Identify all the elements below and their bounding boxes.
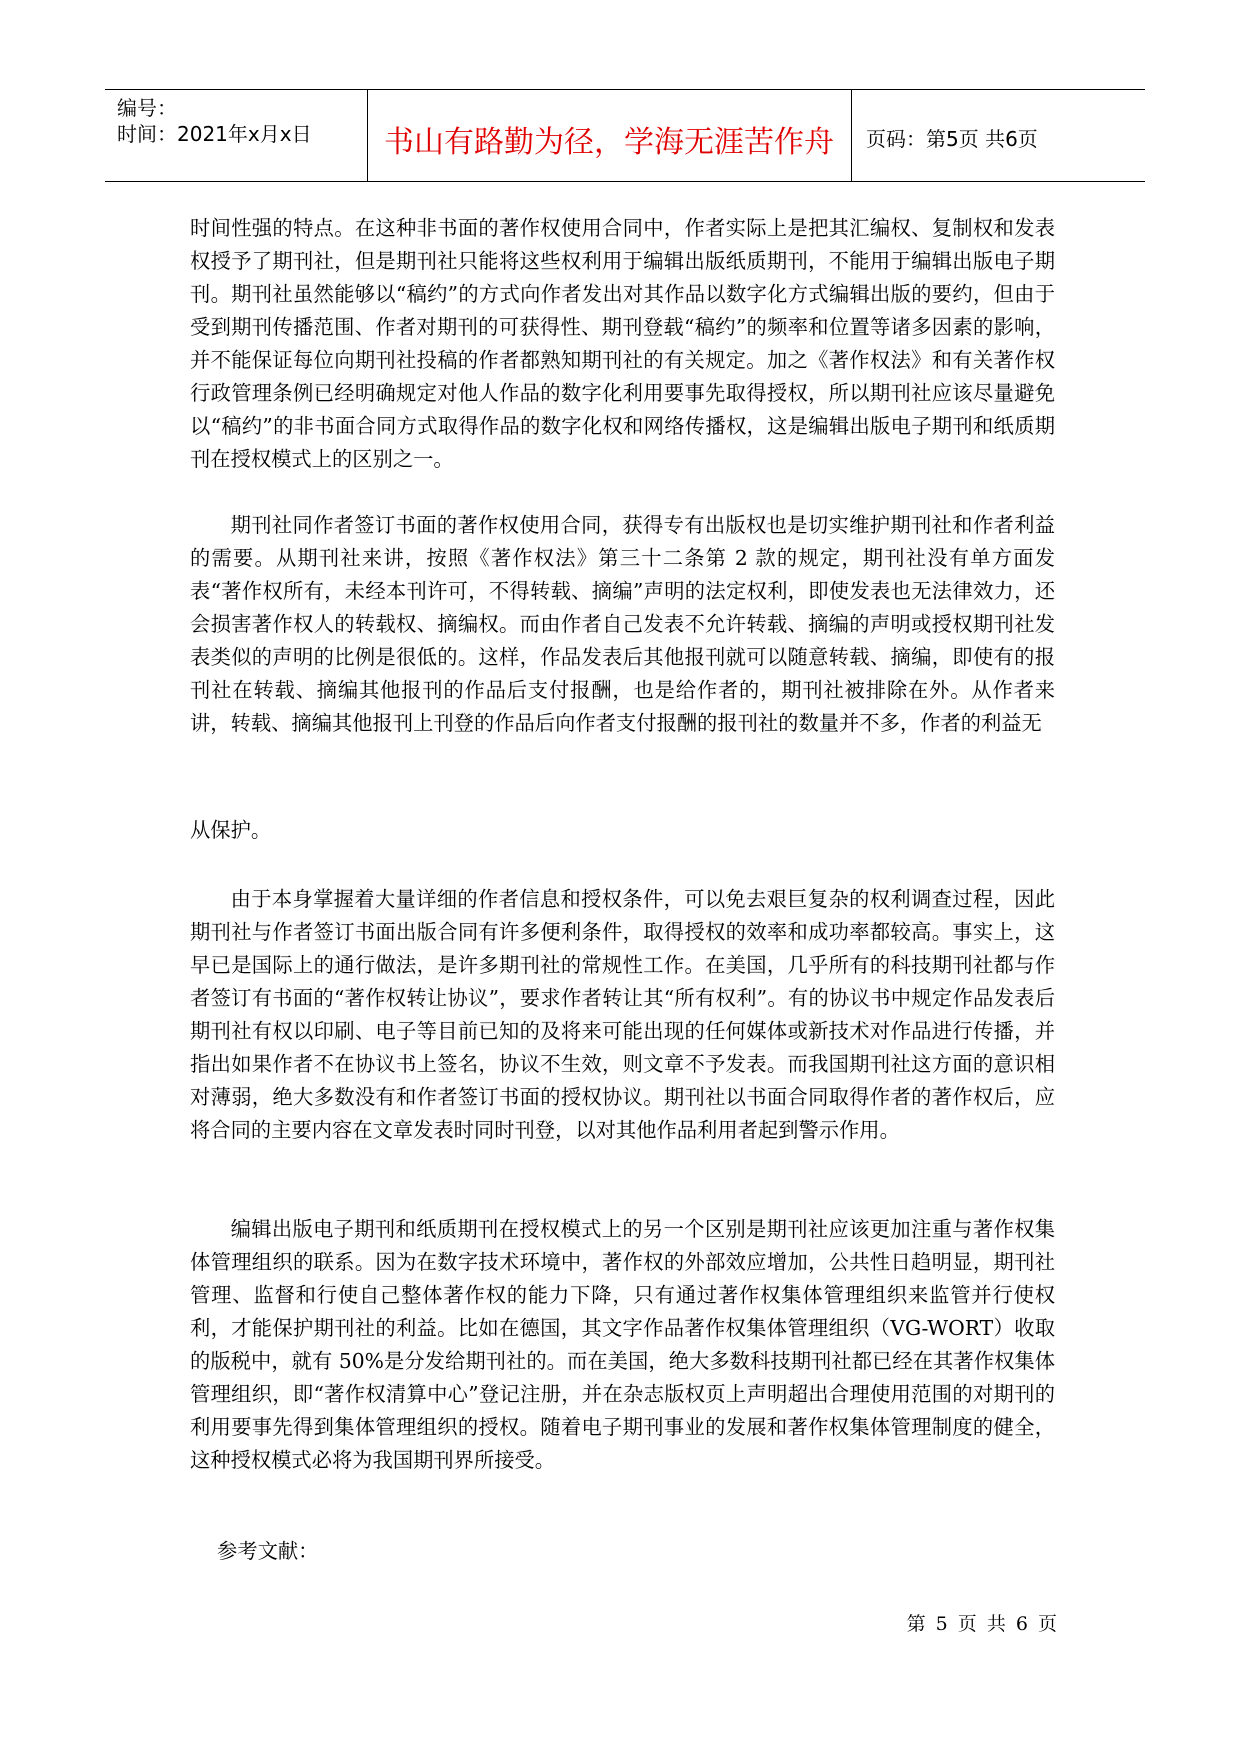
page-header	[105, 89, 1145, 182]
header-page-cell	[851, 90, 1145, 181]
references-heading: 参考文献：	[217, 1539, 319, 1563]
header-motto-cell	[367, 90, 852, 181]
body-paragraph-3: 从保护。	[190, 818, 272, 842]
body-paragraph-4: 由于本身掌握着大量详细的作者信息和授权条件，可以免去艰巨复杂的权利调查过程，因此期刊社与作者签订书面出版合同有许多便利条件，取得授权的效率和成功率都较高。事实上，这早已是国际上的通行做法，是许多期刊社的常规性工作。在美国，几乎所有的科技期刊社都与作者签订有书面的“著作权转让协议”，要求作者转让其“所有权利”。有的协议书中规定作品发表后期刊社有权以印刷、电子等目前已知的及将来可能出现的任何媒体或新技术对作品进行传播，并指出如果作者不在协议书上签名，协议不生效，则文章不予发表。而我国期刊社这方面的意识相对薄弱，绝大多数没有和作者签订书面的授权协议。期刊社以书面合同取得作者的著作权后，应将合同的主要内容在文章发表时同时刊登，以对其他作品利用者起到警示作用。	[190, 887, 1055, 1142]
header-page-code: 页码：第5页 共6页	[866, 127, 1038, 151]
paragraph-section	[190, 1213, 1055, 1477]
header-info-cell	[105, 90, 368, 181]
document-time-label: 时间：2021年x月x日	[117, 122, 312, 146]
body-paragraph-1: 时间性强的特点。在这种非书面的著作权使用合同中，作者实际上是把其汇编权、复制权和发表权授予了期刊社，但是期刊社只能将这些权利用于编辑出版纸质期刊，不能用于编辑出版电子期刊。期刊社虽然能够以“稿约”的方式向作者发出对其作品以数字化方式编辑出版的要约，但由于受到期刊传播范围、作者对期刊的可获得性、期刊登载“稿约”的频率和位置等诸多因素的影响，并不能保证每位向期刊社投稿的作者都熟知期刊社的有关规定。加之《著作权法》和有关著作权行政管理条例已经明确规定对他人作品的数字化利用要事先取得授权，所以期刊社应该尽量避免以“稿约”的非书面合同方式取得作品的数字化权和网络传播权，这是编辑出版电子期刊和纸质期刊在授权模式上的区别之一。	[190, 216, 1055, 471]
body-paragraph-2: 期刊社同作者签订书面的著作权使用合同，获得专有出版权也是切实维护期刊社和作者利益的需要。从期刊社来讲，按照《著作权法》第三十二条第 2 款的规定，期刊社没有单方面发表“著作权所有，未经本刊许可，不得转载、摘编”声明的法定权利，即使发表也无法律效力，还会损害著作权人的转载权、摘编权。而由作者自己发表不允许转载、摘编的声明或授权期刊社发表类似的声明的比例是很低的。这样，作品发表后其他报刊就可以随意转载、摘编，即使有的报刊社在转载、摘编其他报刊的作品后支付报酬，也是给作者的，期刊社被排除在外。从作者来讲，转载、摘编其他报刊上刊登的作品后向作者支付报酬的报刊社的数量并不多，作者的利益无	[190, 513, 1055, 735]
paragraph-section	[190, 814, 1055, 847]
page-footer: 第 5 页 共 6 页	[906, 1613, 1057, 1635]
paragraph-section	[190, 883, 1055, 1147]
paragraph-continued	[190, 212, 1055, 476]
header-motto: 书山有路勤为径，学海无涯苦作舟	[384, 125, 834, 160]
paragraph-section	[190, 509, 1055, 740]
document-number-label: 编号：	[117, 96, 177, 120]
body-paragraph-5: 编辑出版电子期刊和纸质期刊在授权模式上的另一个区别是期刊社应该更加注重与著作权集体管理组织的联系。因为在数字技术环境中，著作权的外部效应增加，公共性日趋明显，期刊社管理、监督和行使自己整体著作权的能力下降，只有通过著作权集体管理组织来监管并行使权利，才能保护期刊社的利益。比如在德国，其文字作品著作权集体管理组织（VG-WORT）收取的版税中，就有 50%是分发给期刊社的。而在美国，绝大多数科技期刊社都已经在其著作权集体管理组织，即“著作权清算中心”登记注册，并在杂志版权页上声明超出合理使用范围的对期刊的利用要事先得到集体管理组织的授权。随着电子期刊事业的发展和著作权集体管理制度的健全，这种授权模式必将为我国期刊界所接受。	[190, 1217, 1055, 1472]
